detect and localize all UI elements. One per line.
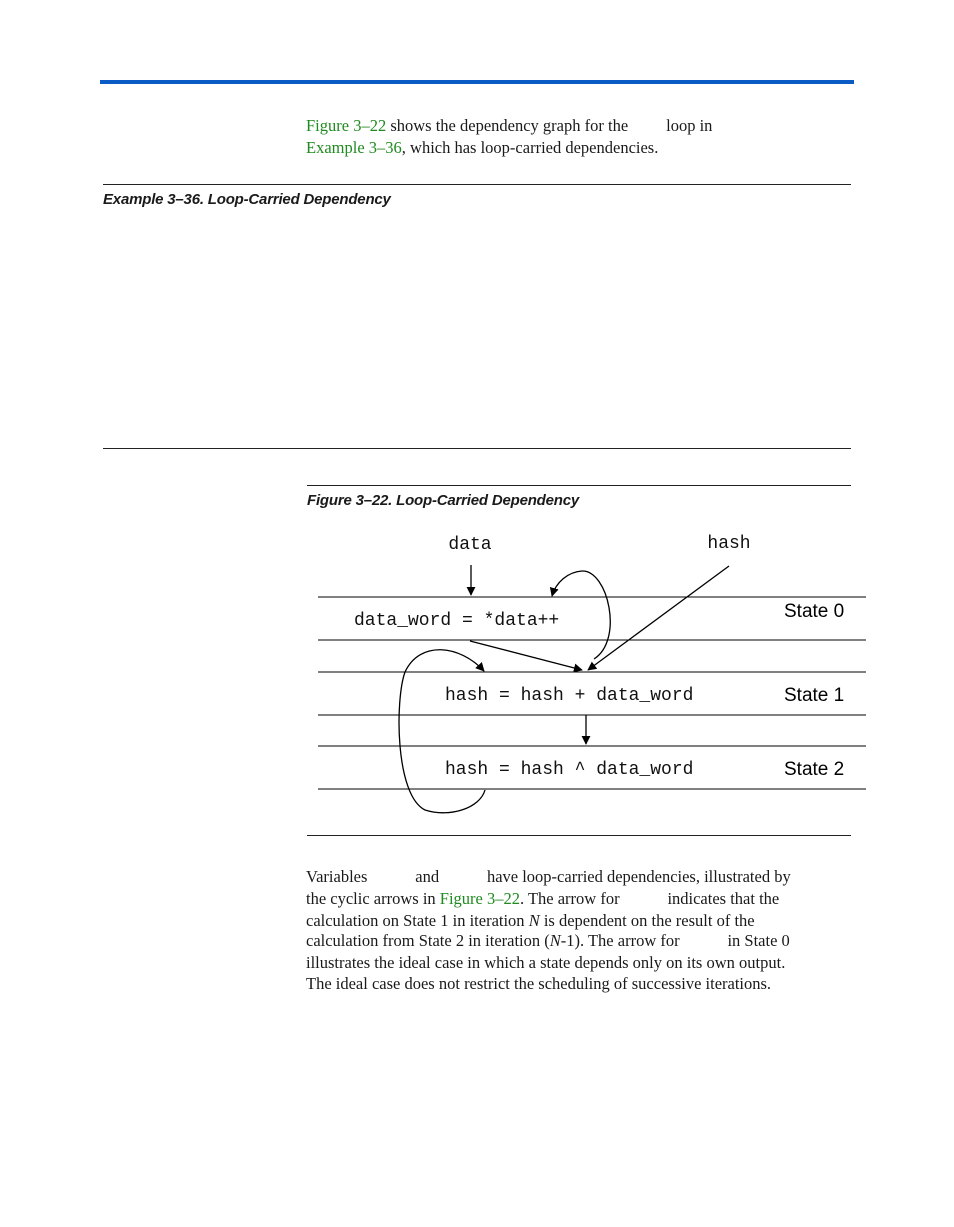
body-l2-c: indicates that the: [663, 888, 780, 908]
body-l3-a: calculation on State 1 in iteration: [306, 910, 529, 930]
state0-statement: data_word = *data++: [354, 611, 560, 631]
body-l1-b: and: [411, 867, 444, 886]
figure-link[interactable]: Figure 3–22: [306, 116, 387, 135]
body-l4-n: N: [549, 931, 561, 951]
state2-label: State 2: [784, 759, 845, 780]
body-l3-n: N: [528, 910, 540, 930]
body-l2-a: the cyclic arrows in: [306, 888, 440, 908]
state0-label: State 0: [784, 601, 845, 622]
intro-text-c: , which has loop-carried dependencies.: [401, 137, 659, 157]
state2-statement: hash = hash ^ data_word: [445, 760, 694, 780]
body-l4-a: calculation from State 2 in iteration (: [306, 931, 550, 951]
body-l4-b: -1). The arrow for: [560, 931, 684, 951]
example-caption: Example 3–36. Loop-Carried Dependency: [103, 191, 391, 208]
hash-input-arrow: [588, 566, 729, 670]
body-paragraph: [306, 867, 854, 995]
intro-text-a: shows the dependency graph for the: [386, 116, 633, 135]
var-hash: hash: [443, 868, 483, 887]
body-figure-link[interactable]: Figure 3–22: [439, 888, 520, 908]
state1-label: State 1: [784, 685, 845, 706]
data-word-to-state1-arrow: [470, 641, 582, 670]
input-data-label: data: [448, 535, 492, 555]
state1-statement: hash = hash + data_word: [445, 686, 694, 706]
var-data: data: [371, 868, 412, 887]
hash-loop-carried-arrow: [399, 650, 485, 813]
body-l6: The ideal case does not restrict the scheduling of successive iterations.: [306, 973, 772, 993]
body-l3-b: is dependent on the result of the: [539, 910, 755, 930]
body-l5: illustrates the ideal case in which a state depends only on its own output.: [306, 953, 786, 973]
intro-text-b: loop in: [662, 116, 713, 135]
data-self-loop-arrow: [552, 571, 610, 659]
body-l2-var: hash: [623, 889, 664, 909]
for-keyword: for: [632, 117, 662, 136]
body-l1-a: Variables: [306, 867, 372, 886]
figure-caption: Figure 3–22. Loop-Carried Dependency: [307, 492, 580, 509]
example-link[interactable]: Example 3–36: [306, 137, 402, 157]
body-l1-c: have loop-carried dependencies, illustrated by: [482, 867, 791, 886]
input-hash-label: hash: [707, 534, 751, 554]
body-l4-c: in State 0: [723, 931, 790, 951]
body-l2-b: . The arrow for: [520, 888, 624, 908]
figure-bottom-rule: [307, 835, 851, 836]
body-l4-var: data: [683, 932, 724, 952]
